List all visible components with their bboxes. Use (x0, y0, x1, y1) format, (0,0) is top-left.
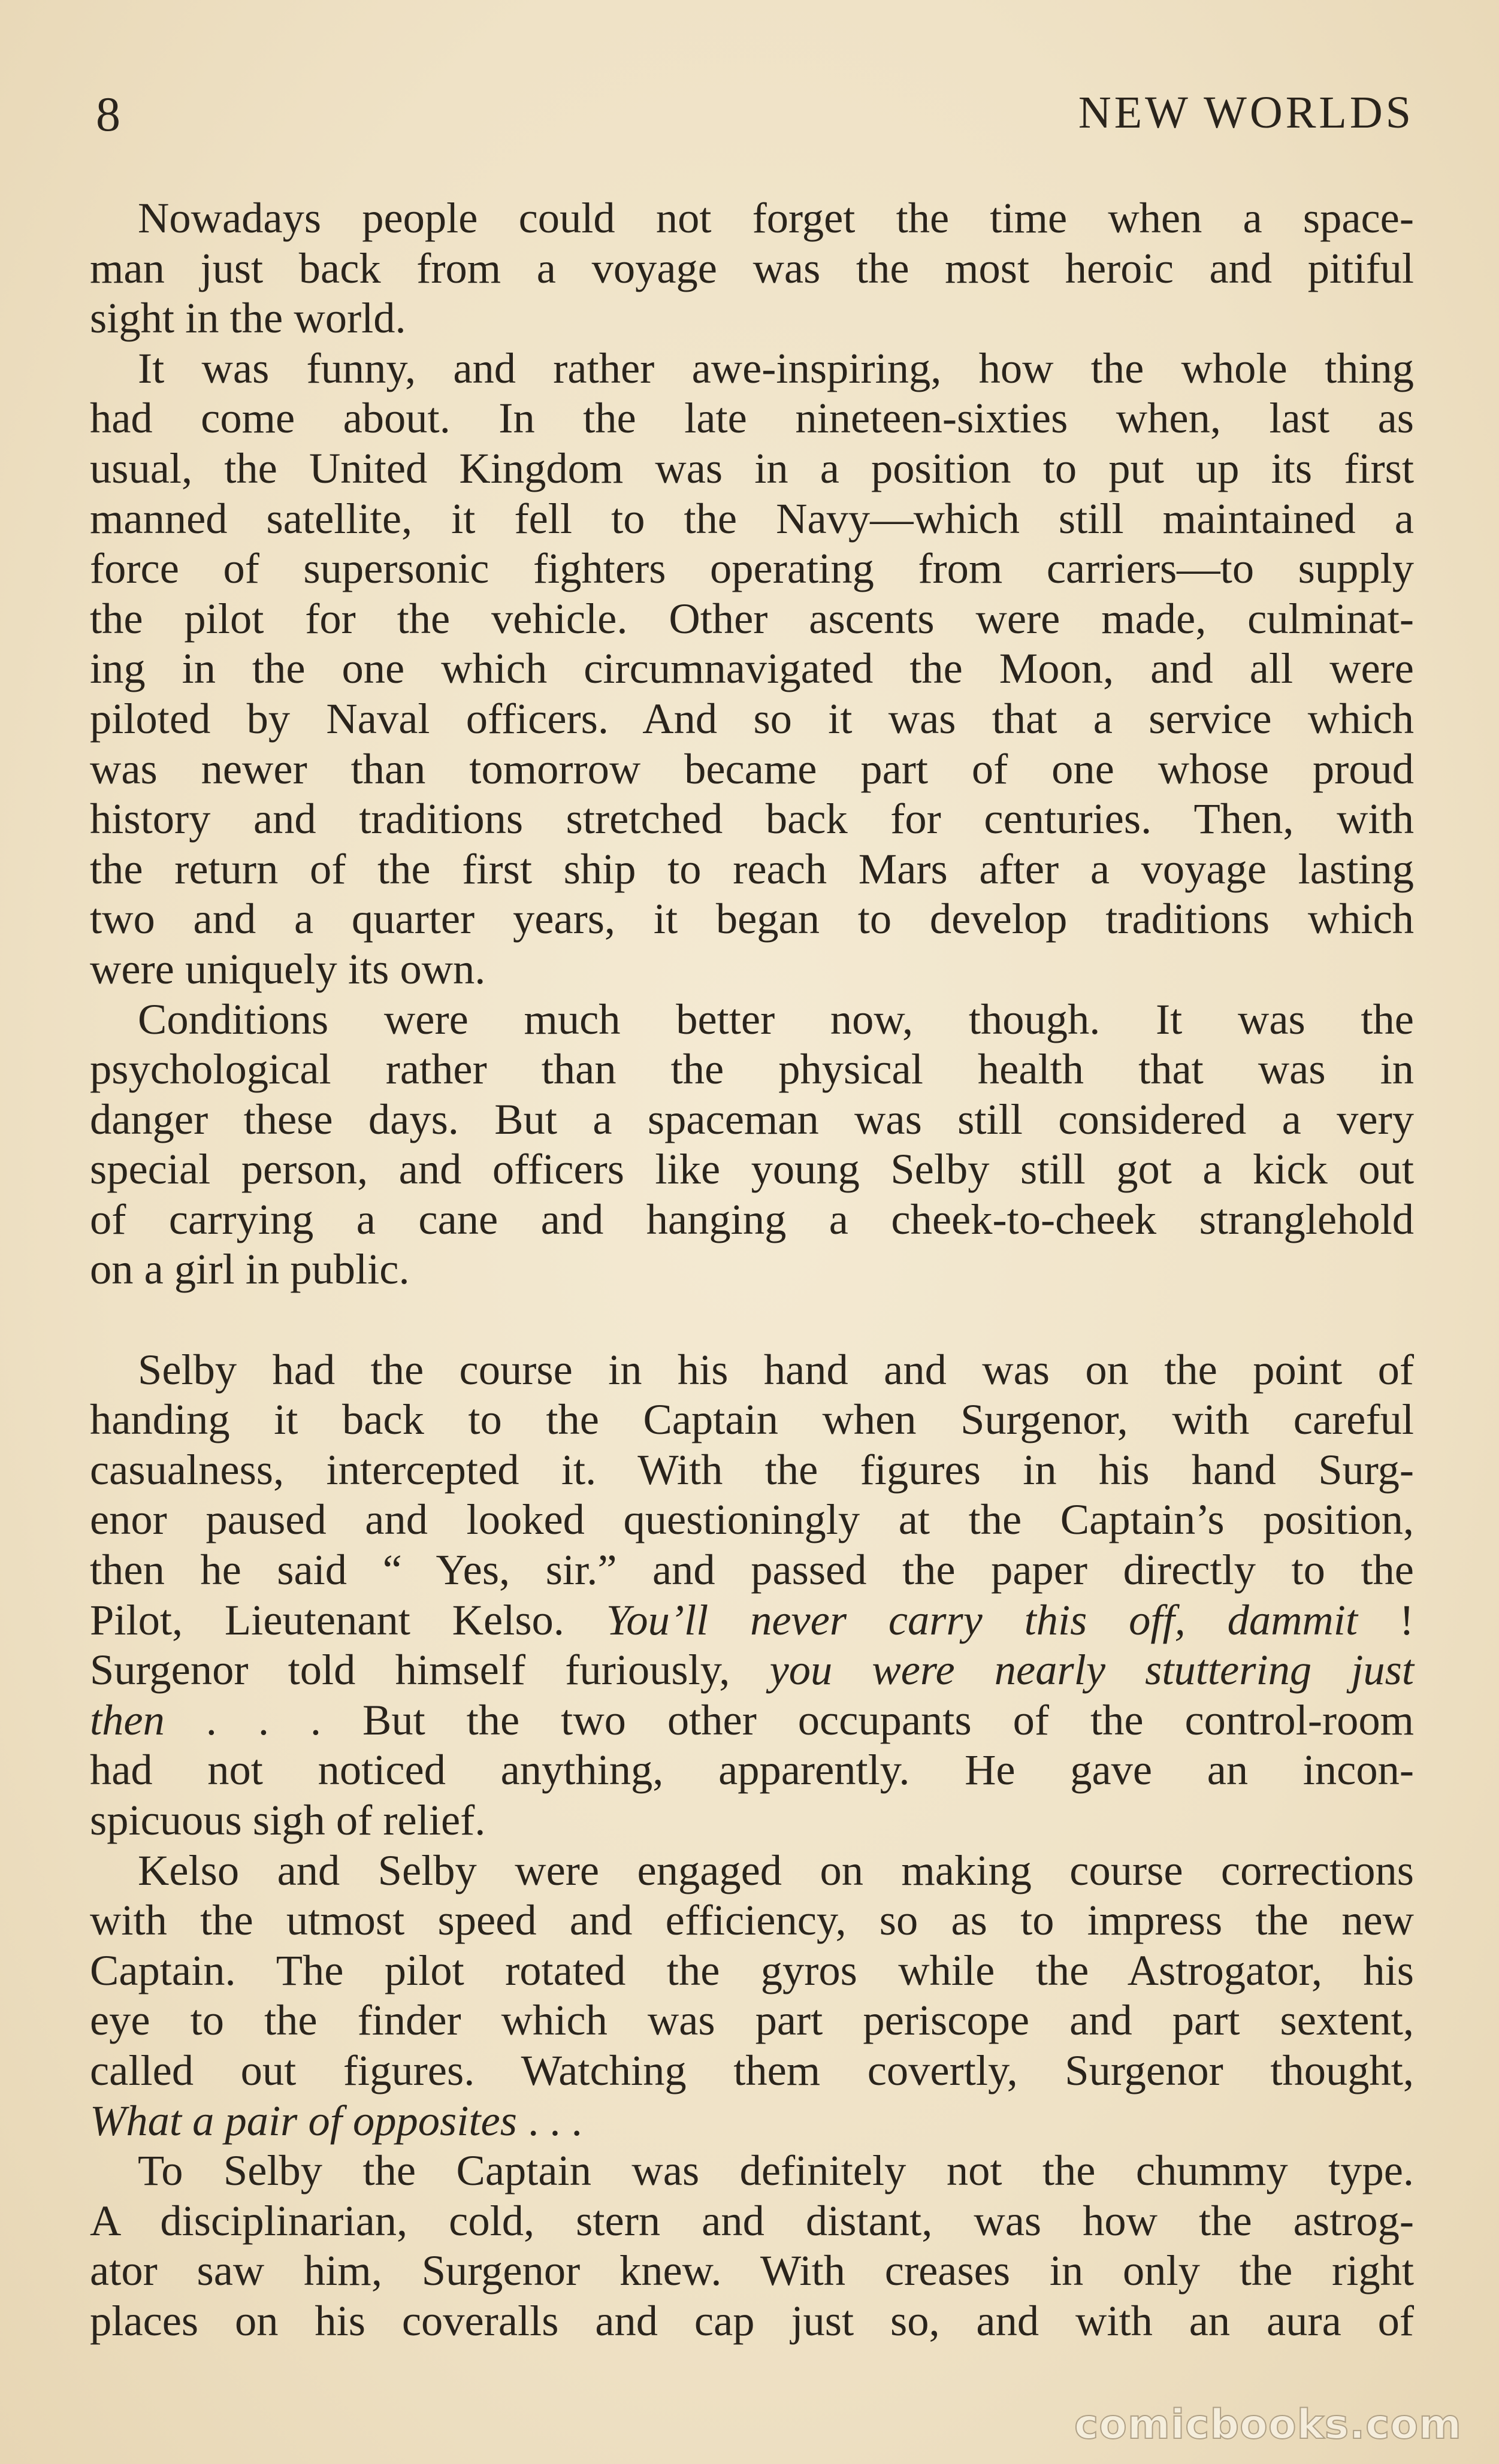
text-line (90, 1645, 1414, 1695)
text-line (90, 594, 1414, 644)
line-text: places on his coveralls and cap just so, and with an aura of (90, 2296, 1414, 2345)
line-text: eye to the finder which was part periscope and part sextent, (90, 1996, 1414, 2045)
text-line (90, 2096, 1414, 2146)
italic-text: then (90, 1695, 165, 1744)
line-text: man just back from a voyage was the most heroic and pitiful (90, 243, 1414, 292)
line-text: usual, the United Kingdom was in a position to put up its first (90, 443, 1414, 492)
text-line (90, 1795, 1414, 1845)
text-line (90, 944, 1414, 994)
line-text: piloted by Naval officers. And so it was that a service which (90, 694, 1414, 743)
line-text: Captain. The pilot rotated the gyros while the Astrogator, his (90, 1945, 1414, 1994)
line-text: on a girl in public. (90, 1245, 410, 1294)
text-line (90, 2196, 1414, 2246)
line-text: had come about. In the late nineteen-sixties when, last as (90, 393, 1414, 443)
italic-text: You’ll never carry this off, dammit (606, 1595, 1358, 1644)
text-line (90, 1144, 1414, 1194)
text-line (90, 1945, 1414, 1996)
line-text: Surgenor told himself furiously, (90, 1645, 770, 1694)
section-break (90, 1294, 1414, 1345)
text-line (90, 2145, 1414, 2196)
line-text: ing in the one which circumnavigated the Moon, and all were (90, 644, 1414, 693)
text-line (90, 1695, 1414, 1745)
running-head: NEW WORLDS (1078, 87, 1414, 138)
line-text: . . . But the two other occupants of the control-room (164, 1695, 1414, 1744)
line-text: psychological rather than the physical health that was in (90, 1045, 1414, 1094)
line-text: spicuous sigh of relief. (90, 1796, 486, 1844)
text-line (90, 494, 1414, 544)
line-text: To Selby the Captain was definitely not the chummy type. (138, 2146, 1414, 2195)
line-text: Conditions were much better now, though. It was the (138, 994, 1414, 1043)
text-line (90, 1995, 1414, 2045)
text-line (90, 1745, 1414, 1795)
line-text: It was funny, and rather awe-inspiring, how the whole thing (138, 343, 1414, 392)
line-text: history and traditions stretched back for centuries. Then, with (90, 794, 1414, 843)
line-text: sight in the world. (90, 293, 406, 343)
line-text: Nowadays people could not forget the time when a space- (138, 193, 1414, 242)
text-line (90, 1094, 1414, 1145)
text-line (90, 894, 1414, 944)
line-text: the pilot for the vehicle. Other ascents were made, culminat- (90, 594, 1414, 643)
text-line (90, 2045, 1414, 2096)
text-line (90, 1595, 1414, 1645)
line-text: then he said “ Yes, sir.” and passed the paper directly to the (90, 1545, 1414, 1594)
line-text: with the utmost speed and efficiency, so as to impress the new (90, 1896, 1414, 1945)
text-line (90, 844, 1414, 894)
line-text: called out figures. Watching them covertly, Surgenor thought, (90, 2045, 1414, 2094)
text-line (90, 543, 1414, 594)
text-line (90, 1895, 1414, 1945)
line-text: force of supersonic fighters operating from carriers—to supply (90, 544, 1414, 593)
line-text: handing it back to the Captain when Surgenor, with careful (90, 1395, 1414, 1444)
line-text: casualness, intercepted it. With the figures in his hand Surg- (90, 1445, 1414, 1494)
text-line (90, 1845, 1414, 1896)
text-line (90, 243, 1414, 293)
line-text: special person, and officers like young Selby still got a kick out (90, 1145, 1414, 1194)
line-text: Selby had the course in his hand and was on the point of (138, 1345, 1414, 1394)
text-line (90, 694, 1414, 744)
line-text: the return of the first ship to reach Mars after a voyage lasting (90, 844, 1414, 893)
text-line (90, 1194, 1414, 1245)
line-text: ! (1358, 1595, 1414, 1644)
text-line (90, 293, 1414, 343)
line-text: Pilot, Lieutenant Kelso. (90, 1595, 606, 1644)
italic-text: you were nearly stuttering just (769, 1645, 1414, 1694)
line-text: manned satellite, it fell to the Navy—which still maintained a (90, 494, 1414, 543)
text-line (90, 193, 1414, 243)
line-text: . . . (516, 2096, 582, 2145)
line-text: two and a quarter years, it began to develop traditions which (90, 894, 1414, 943)
text-line (90, 1494, 1414, 1545)
line-text: danger these days. But a spaceman was still considered a very (90, 1094, 1414, 1143)
text-line (90, 994, 1414, 1045)
body-text (90, 193, 1414, 2346)
line-text: Kelso and Selby were engaged on making course corrections (138, 1845, 1414, 1894)
text-line (90, 643, 1414, 694)
text-line (90, 744, 1414, 794)
line-text: were uniquely its own. (90, 944, 486, 993)
page-number: 8 (96, 87, 120, 141)
text-line (90, 1044, 1414, 1094)
text-line (90, 443, 1414, 494)
text-line (90, 1545, 1414, 1595)
line-text: of carrying a cane and hanging a cheek-to-cheek stranglehold (90, 1194, 1414, 1243)
text-line (90, 2245, 1414, 2296)
text-line (90, 343, 1414, 393)
text-line (90, 1345, 1414, 1395)
text-line (90, 1394, 1414, 1445)
watermark: comicbooks.com (1074, 2401, 1462, 2448)
line-text: had not noticed anything, apparently. He gave an incon- (90, 1745, 1414, 1794)
italic-text: What a pair of opposites (90, 2096, 517, 2145)
line-text: ator saw him, Surgenor knew. With creases in only the right (90, 2246, 1414, 2295)
line-text: was newer than tomorrow became part of one whose proud (90, 744, 1414, 793)
text-line (90, 1445, 1414, 1495)
text-line (90, 1244, 1414, 1294)
text-line (90, 2296, 1414, 2346)
line-text: enor paused and looked questioningly at the Captain’s position, (90, 1495, 1414, 1544)
text-line (90, 794, 1414, 844)
text-line (90, 393, 1414, 443)
line-text: A disciplinarian, cold, stern and distant, was how the astrog- (90, 2196, 1414, 2245)
